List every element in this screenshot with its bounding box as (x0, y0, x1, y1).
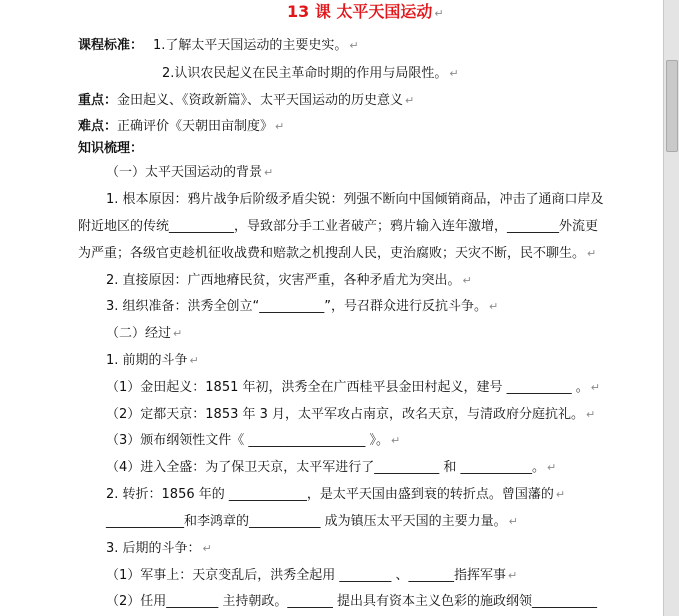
standards-item-1: 1.了解太平天国运动的主要史实。 (153, 38, 348, 53)
knowledge-label-line (78, 140, 143, 158)
key-points-line: 重点：金田起义、《资政新篇》、太平天国运动的历史意义 ↵ (78, 93, 415, 108)
knowledge-label: 知识梳理： (78, 141, 144, 156)
key-points-label: 重点： (78, 93, 118, 108)
vertical-scrollbar[interactable] (663, 0, 679, 616)
standards-item-2: 2.认识农民起义在民主革命时期的作用与局限性。 (162, 66, 448, 81)
difficult-points-text: 正确评价《天朝田亩制度》 (117, 119, 274, 134)
key-points-text: 金田起义、《资政新篇》、太平天国运动的历史意义 (117, 93, 404, 108)
difficult-points-line: 难点：正确评价《天朝田亩制度》 ↵ (78, 119, 285, 134)
s2-e1: （1）金田起义：1851 年初，洪秀全在广西桂平县金田村起义，建号 __________ 。 ↵ (106, 380, 600, 395)
s2-late-label: 3. 后期的斗争： ↵ (106, 541, 212, 556)
standards-label: 课程标准： (78, 38, 144, 53)
s1-p1-line2: 附近地区的传统__________，导致部分手工业者破产；鸦片输入连年激增，________外流更 (78, 219, 599, 234)
s2-e3: （3）颁布纲领性文件《 __________________ 》。 ↵ (106, 433, 401, 448)
standards-line-2: 2.认识农民起义在民主革命时期的作用与局限性。 ↵ (162, 66, 459, 81)
s2-l2: （2）任用________ 主持朝政。_______ 提出具有资本主义色彩的施政纲领__________ (106, 594, 598, 609)
standards-line-1: 课程标准： 1.了解太平天国运动的主要史实。 ↵ (78, 38, 359, 53)
s2-e4: （4）进入全盛：为了保卫天京，太平军进行了__________ 和 ___________。 ↵ (106, 460, 557, 475)
s1-p2: 2. 直接原因：广西地瘠民贫，灾害严重，各种矛盾尤为突出。 ↵ (106, 273, 472, 288)
section1-heading: （一）太平天国运动的背景 ↵ (106, 165, 274, 180)
difficult-points-label: 难点： (78, 119, 118, 134)
s2-early-label: 1. 前期的斗争 ↵ (106, 353, 199, 368)
s2-turn-line2: ____________和李鸿章的___________ 成为镇压太平天国的主要力量。 ↵ (106, 514, 518, 529)
section2-heading: （二）经过 ↵ (106, 326, 183, 341)
s1-p1-line1: 1. 根本原因：鸦片战争后阶级矛盾尖锐：列强不断向中国倾销商品，冲击了通商口岸及 (106, 192, 604, 207)
scrollbar-thumb[interactable] (666, 60, 678, 152)
s2-e2: （2）定都天京：1853 年 3 月，太平军攻占南京，改名天京，与清政府分庭抗礼。 ↵ (106, 407, 596, 422)
s1-p3: 3. 组织准备：洪秀全创立“__________”，号召群众进行反抗斗争。 ↵ (106, 299, 499, 314)
s2-turn-line1: 2. 转折：1856 年的 ____________，是太平天国由盛到衰的转折点。曾国藩的 ↵ (106, 487, 566, 502)
s1-p1-line3: 为严重；各级官吏趁机征收战费和赔款之机搜刮人民，吏治腐败；天灾不断，民不聊生。 ↵ (78, 246, 597, 261)
s2-l1: （1）军事上：天京变乱后，洪秀全起用 ________ 、_______指挥军事 ↵ (106, 568, 518, 583)
lesson-title: 13 课 太平天国运动 ↵ (287, 2, 444, 21)
